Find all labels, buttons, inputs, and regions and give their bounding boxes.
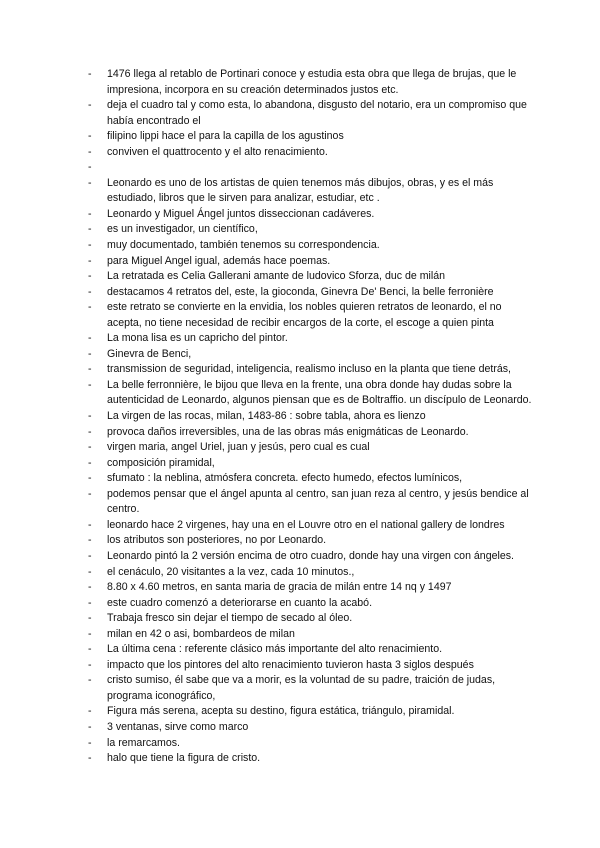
list-item-text: podemos pensar que el ángel apunta al centro, san juan reza al centro, y jesús bendice al centro.: [107, 487, 529, 516]
list-item-text: La retratada es Celia Gallerani amante de ludovico Sforza, duc de milán: [107, 270, 446, 283]
bullet-dash: -: [88, 68, 92, 80]
list-item-text: sfumato : la neblina, atmósfera concreta. efecto humedo, efectos lumínicos,: [107, 472, 463, 485]
bullet-dash: -: [88, 581, 92, 594]
list-item: [88, 673, 536, 704]
list-item: [88, 736, 536, 752]
list-item-text: cristo sumiso, él sabe que va a morir, es la voluntad de su padre, traición de judas, programa iconográfico,: [107, 674, 496, 702]
list-item-text: provoca daños irreversibles, una de las obras más enigmáticas de Leonardo.: [107, 425, 469, 438]
list-item-text: composición piramidal,: [107, 456, 215, 469]
bullet-dash: -: [88, 207, 92, 220]
bullet-dash: -: [88, 270, 92, 283]
bullet-dash: -: [88, 301, 92, 314]
list-item: [88, 440, 536, 456]
list-item: [88, 347, 536, 363]
list-item-text: deja el cuadro tal y como esta, lo abandona, disgusto del notario, era un compromiso que había encontrado el: [107, 99, 527, 127]
bullet-dash: -: [88, 425, 92, 438]
list-item: [88, 704, 536, 720]
bullet-dash: -: [88, 239, 92, 252]
bullet-dash: -: [88, 410, 92, 423]
bullet-dash: -: [88, 674, 92, 687]
list-item: [88, 176, 536, 207]
notes-list: [88, 67, 536, 767]
bullet-dash: -: [88, 627, 92, 640]
bullet-dash: -: [88, 378, 92, 391]
bullet-dash: -: [88, 130, 92, 143]
bullet-dash: -: [88, 643, 92, 656]
list-item: [88, 207, 536, 223]
list-item-text: el cenáculo, 20 visitantes a la vez, cada 10 minutos.,: [107, 565, 355, 578]
list-item: [88, 580, 536, 596]
list-item: [88, 642, 536, 658]
list-item: [88, 549, 536, 565]
list-item: [88, 98, 536, 129]
list-item-text: halo que tiene la figura de cristo.: [107, 752, 261, 765]
list-item-text: Trabaja fresco sin dejar el tiempo de secado al óleo.: [107, 612, 353, 625]
bullet-dash: -: [88, 518, 92, 531]
list-item-text: impacto que los pintores del alto renacimiento tuvieron hasta 3 siglos después: [107, 658, 474, 671]
list-item-text: muy documentado, también tenemos su correspondencia.: [107, 239, 380, 252]
list-item: [88, 331, 536, 347]
bullet-dash: -: [88, 223, 92, 236]
bullet-dash: -: [88, 254, 92, 267]
bullet-dash: -: [88, 441, 92, 454]
list-item-text: La última cena : referente clásico más importante del alto renacimiento.: [107, 643, 443, 656]
list-item-text: La virgen de las rocas, milan, 1483-86 : sobre tabla, ahora es lienzo: [107, 410, 426, 423]
list-item-text: los atributos son posteriores, no por Leonardo.: [107, 534, 327, 547]
list-item: [88, 362, 536, 378]
list-item-text: Leonardo pintó la 2 versión encima de otro cuadro, donde hay una virgen con ángeles.: [107, 549, 514, 562]
list-item-text: filipino lippi hace el para la capilla de los agustinos: [107, 130, 344, 143]
bullet-dash: -: [88, 534, 92, 547]
list-item: [88, 160, 536, 176]
list-item: [88, 409, 536, 425]
list-item: [88, 751, 536, 767]
bullet-dash: -: [88, 456, 92, 469]
list-item: [88, 254, 536, 270]
list-item-text: destacamos 4 retratos del, este, la gioconda, Ginevra De' Benci, la belle ferronière: [107, 285, 494, 298]
bullet-dash: -: [88, 736, 92, 749]
bullet-dash: -: [88, 487, 92, 500]
bullet-dash: -: [88, 612, 92, 625]
list-item: [88, 285, 536, 301]
list-item-text: para Miguel Angel igual, además hace poemas.: [107, 254, 331, 267]
bullet-dash: -: [88, 705, 92, 718]
bullet-dash: -: [88, 347, 92, 360]
list-item-text: 8.80 x 4.60 metros, en santa maria de gracia de milán entre 14 nq y 1497: [107, 581, 452, 594]
list-item-text: leonardo hace 2 virgenes, hay una en el Louvre otro en el national gallery de londres: [107, 518, 505, 531]
bullet-dash: -: [88, 658, 92, 671]
bullet-dash: -: [88, 472, 92, 485]
list-item: [88, 67, 536, 98]
list-item-text: este cuadro comenzó a deteriorarse en cuanto la acabó.: [107, 596, 373, 609]
bullet-dash: -: [88, 596, 92, 609]
list-item: [88, 471, 536, 487]
list-item: [88, 129, 536, 145]
list-item: [88, 238, 536, 254]
list-item-text: es un investigador, un científico,: [107, 223, 258, 236]
bullet-dash: -: [88, 332, 92, 345]
bullet-dash: -: [88, 565, 92, 578]
list-item-text: conviven el quattrocento y el alto renacimiento.: [107, 145, 328, 158]
bullet-dash: -: [88, 145, 92, 158]
list-item: [88, 300, 536, 331]
list-item: [88, 456, 536, 472]
list-item: [88, 611, 536, 627]
list-item: [88, 269, 536, 285]
bullet-dash: -: [88, 285, 92, 298]
list-item: [88, 720, 536, 736]
list-item-text: La mona lisa es un capricho del pintor.: [107, 332, 288, 345]
list-item: [88, 487, 536, 518]
list-item: [88, 222, 536, 238]
list-item: [88, 425, 536, 441]
list-item-text: Ginevra de Benci,: [107, 347, 192, 360]
bullet-dash: -: [88, 161, 92, 174]
list-item-text: La belle ferronnière, le bijou que lleva en la frente, una obra donde hay dudas sobre la autenticidad de Leonardo, algunos piensan que es de Boltraffio. un discípulo de Leonardo.: [107, 378, 532, 407]
list-item-text: la remarcamos.: [107, 736, 180, 749]
list-item: [88, 533, 536, 549]
list-item: [88, 518, 536, 534]
bullet-dash: -: [88, 720, 92, 733]
list-item: [88, 596, 536, 612]
list-item-text: 3 ventanas, sirve como marco: [107, 720, 249, 733]
bullet-dash: -: [88, 176, 92, 189]
list-item: [88, 378, 536, 409]
list-item: [88, 565, 536, 581]
list-item-text: 1476 llega al retablo de Portinari conoce y estudia esta obra que llega de brujas, que le impresiona, incorpora en su creación determinados justos etc.: [107, 68, 517, 96]
bullet-dash: -: [88, 549, 92, 562]
list-item-text: transmission de seguridad, inteligencia, realismo incluso en la planta que tiene detrás,: [107, 363, 511, 376]
list-item: [88, 627, 536, 643]
list-item-text: virgen maria, angel Uriel, juan y jesús, pero cual es cual: [107, 441, 370, 454]
bullet-dash: -: [88, 363, 92, 376]
list-item-text: Leonardo y Miguel Ángel juntos disseccionan cadáveres.: [107, 207, 375, 220]
list-item: [88, 145, 536, 161]
bullet-dash: -: [88, 752, 92, 765]
list-item-text: milan en 42 o asi, bombardeos de milan: [107, 627, 295, 640]
bullet-dash: -: [88, 99, 92, 112]
list-item: [88, 658, 536, 674]
list-item-text: este retrato se convierte en la envidia, los nobles quieren retratos de leonardo, el no acepta, no tiene necesidad de recibir encargos de la corte, el escoge a quien pinta: [107, 301, 502, 329]
list-item-text: Figura más serena, acepta su destino, figura estática, triángulo, piramidal.: [107, 705, 455, 718]
list-item-text: Leonardo es uno de los artistas de quien tenemos más dibujos, obras, y es el más estudiado, libros que le sirven para analizar, estudiar, etc .: [107, 176, 494, 205]
